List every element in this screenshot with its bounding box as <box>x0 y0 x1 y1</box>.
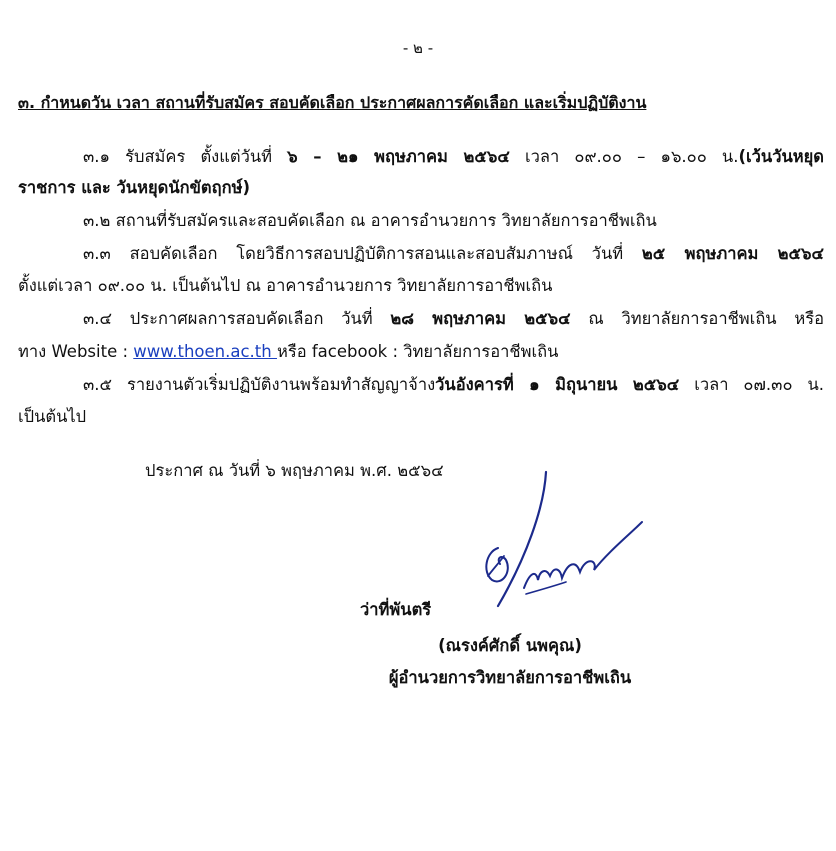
item-3-5-line-1 <box>18 373 824 397</box>
item-3-4-website-label: ทาง Website : <box>18 342 134 361</box>
signer-rank: ว่าที่พันตรี <box>360 600 432 619</box>
announce-date: ประกาศ ณ วันที่ ๖ พฤษภาคม พ.ศ. ๒๕๖๔ <box>145 461 444 480</box>
item-3-1-text: ๓.๑ รับสมัคร ตั้งแต่วันที่ <box>83 147 288 166</box>
item-3-4-text: ๓.๔ ประกาศผลการสอบคัดเลือก วันที่ <box>83 309 391 328</box>
item-3-5-time: เวลา ๐๗.๓๐ น. <box>679 375 824 394</box>
website-link[interactable]: www.thoen.ac.th <box>133 342 277 361</box>
item-3-5-text: ๓.๕ รายงานตัวเริ่มปฏิบัติงานพร้อมทำสัญญาจ้าง <box>83 375 436 394</box>
item-3-5-line-2: เป็นต้นไป <box>18 407 87 426</box>
item-3-4-line-1 <box>18 307 824 331</box>
item-3-3-date: ๒๕ พฤษภาคม ๒๕๖๔ <box>641 244 824 263</box>
item-3-2: ๓.๒ สถานที่รับสมัครและสอบคัดเลือก ณ อาคารอำนวยการ วิทยาลัยการอาชีพเถิน <box>83 211 657 230</box>
item-3-1-holidays: ราชการ และ วันหยุดนักขัตฤกษ์) <box>18 178 251 197</box>
item-3-4-line-2 <box>18 340 558 364</box>
signer-position: ผู้อำนวยการวิทยาลัยการอาชีพเถิน <box>388 668 632 687</box>
item-3-4-place: ณ วิทยาลัยการอาชีพเถิน หรือ <box>570 309 824 328</box>
item-3-1-time: เวลา ๐๙.๐๐ – ๑๖.๐๐ น. <box>509 147 739 166</box>
item-3-3-line-1 <box>18 242 824 266</box>
item-3-4-date: ๒๘ พฤษภาคม ๒๕๖๔ <box>390 309 571 328</box>
item-3-1-line-1 <box>18 145 824 169</box>
item-3-3-text: ๓.๓ สอบคัดเลือก โดยวิธีการสอบปฏิบัติการสอนและสอบสัมภาษณ์ วันที่ <box>83 244 642 263</box>
signature-image <box>468 468 648 618</box>
signer-name: (ณรงค์ศักดิ์ นพคุณ) <box>438 636 582 655</box>
item-3-1-line-2 <box>18 176 250 200</box>
item-3-1-dates: ๖ – ๒๑ พฤษภาคม ๒๕๖๔ <box>287 147 510 166</box>
item-3-3-line-2: ตั้งแต่เวลา ๐๙.๐๐ น. เป็นต้นไป ณ อาคารอำนวยการ วิทยาลัยการอาชีพเถิน <box>18 276 553 295</box>
item-3-5-date: วันอังคารที่ ๑ มิถุนายน ๒๕๖๔ <box>435 375 680 394</box>
item-3-4-facebook: หรือ facebook : วิทยาลัยการอาชีพเถิน <box>276 342 559 361</box>
item-3-1-except: (เว้นวันหยุด <box>738 147 824 166</box>
section-heading: ๓. กำหนดวัน เวลา สถานที่รับสมัคร สอบคัดเลือก ประกาศผลการคัดเลือก และเริ่มปฏิบัติงาน <box>18 93 647 112</box>
page-number: - ๒ - <box>402 39 434 57</box>
